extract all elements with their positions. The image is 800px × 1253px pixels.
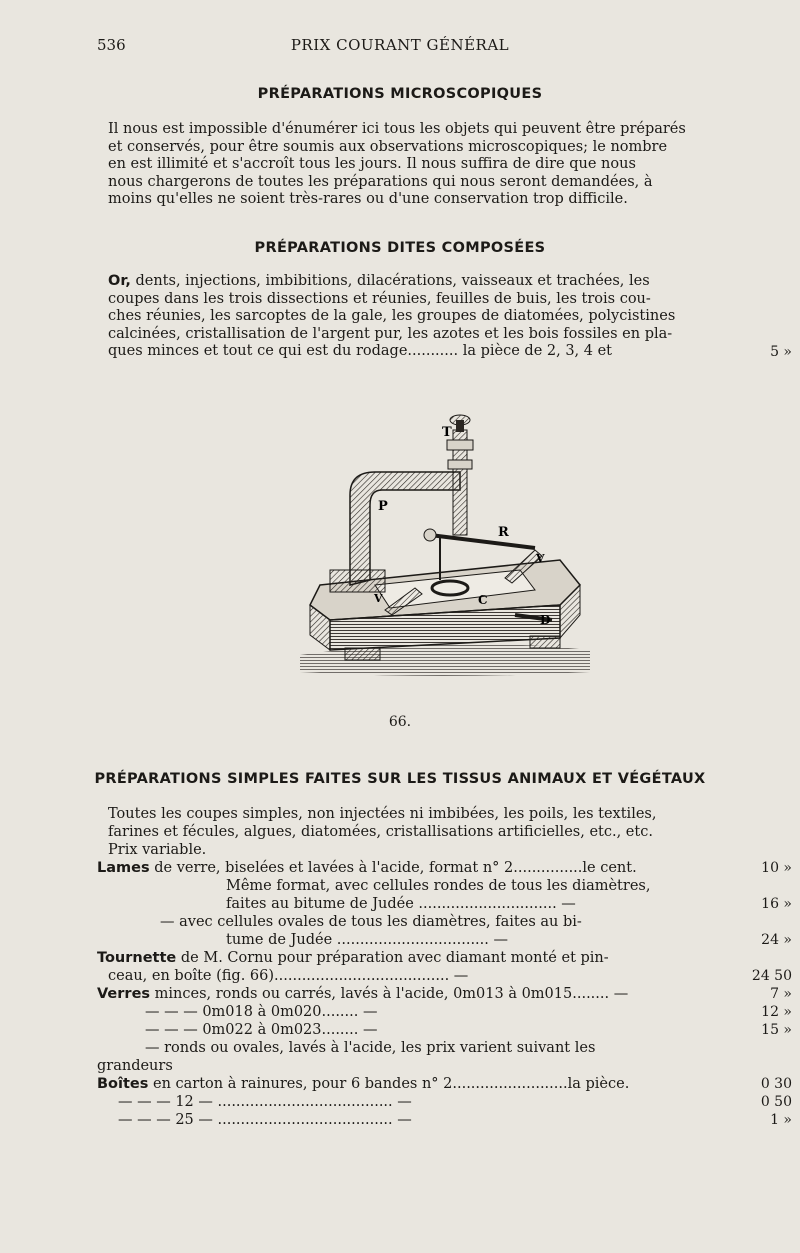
page-header (0, 36, 800, 56)
item-line: tume de Judée ................................. — (226, 932, 508, 948)
item-line: Même format, avec cellules rondes de tous les diamètres, (226, 878, 651, 894)
price: 7 » (770, 986, 792, 1002)
paragraph-line (108, 273, 693, 291)
tournette-illustration (290, 410, 590, 700)
paragraph-line: nous chargerons de toutes les préparations qui nous seront demandées, à (108, 173, 653, 190)
tournette-engraving (290, 410, 590, 700)
label-v-right: V (536, 552, 545, 565)
item-text: en carton à rainures, pour 6 bandes n° 2.........................la pièce. (153, 1076, 630, 1092)
paragraph-line: coupes dans les trois dissections et réunies, feuilles de buis, les trois cou- (108, 290, 651, 307)
item-line: faites au bitume de Judée .............................. — (226, 896, 576, 912)
label-c: C (478, 593, 488, 607)
item-line: — — — 0m018 à 0m020........ — (145, 1004, 378, 1020)
price: 24 50 (751, 968, 792, 984)
item-text: de M. Cornu pour préparation avec diamant monté et pin- (180, 950, 609, 966)
item-line: — — — 12 — ...................................... — (118, 1094, 412, 1110)
label-t: T (442, 425, 452, 440)
item-lead: Verres (97, 986, 151, 1002)
item-line: — — — 25 — ...................................... — (118, 1112, 412, 1128)
item-line (97, 1075, 697, 1093)
paragraph-line: ques minces et tout ce qui est du rodage........... la pièce de 2, 3, 4 et (108, 343, 613, 359)
label-d: D (540, 613, 551, 627)
item-line: ceau, en boîte (fig. 66)...................................... — (108, 968, 469, 984)
price: 0 50 (760, 1094, 792, 1110)
item-lead: Lames (97, 860, 150, 876)
label-p: P (378, 499, 388, 514)
paragraph-line: calcinées, cristallisation de l'argent pur, les azotes et les bois fossiles en pla- (108, 325, 673, 342)
section-title-composees: PRÉPARATIONS DITES COMPOSÉES (254, 240, 546, 256)
item-line: — — — 0m022 à 0m023........ — (145, 1022, 378, 1038)
line-text: dents, injections, imbibitions, dilacérations, vaisseaux et trachées, les (135, 273, 650, 289)
paragraph-line: ches réunies, les sarcoptes de la gale, les groupes de diatomées, polycistines (108, 308, 676, 324)
paragraph-line: Il nous est impossible d'énumérer ici tous les objets qui peuvent être préparés (108, 121, 686, 137)
item-text: de verre, biselées et lavées à l'acide, format n° 2...............le cent. (154, 860, 637, 876)
item-line (97, 949, 697, 967)
lead-word: Or, (108, 273, 131, 289)
paragraph-line: moins qu'elles ne soient très-rares ou d'une conservation trop difficile. (108, 191, 628, 207)
section1-paragraph (108, 121, 693, 209)
section-title-simples: PRÉPARATIONS SIMPLES FAITES SUR LES TISSUS ANIMAUX ET VÉGÉTAUX (94, 771, 706, 787)
label-v-left: V (374, 592, 383, 605)
item-line: — avec cellules ovales de tous les diamètres, faites au bi- (160, 914, 582, 930)
section-title-microscopiques: PRÉPARATIONS MICROSCOPIQUES (257, 86, 543, 102)
price: 1 » (770, 1112, 792, 1128)
price: 24 » (761, 932, 792, 948)
item-lead: Tournette (97, 950, 177, 966)
price: 5 » (770, 344, 792, 360)
item-line (97, 859, 697, 877)
price: 0 30 (760, 1076, 792, 1092)
page-number: 536 (97, 36, 126, 54)
label-r: R (498, 525, 509, 540)
intro-line: Toutes les coupes simples, non injectées ni imbibées, les poils, les textiles, (108, 806, 657, 822)
price: 10 » (761, 860, 792, 876)
section2-paragraph (108, 273, 693, 361)
price: 15 » (761, 1022, 792, 1038)
item-line (97, 985, 697, 1003)
intro-line: farines et fécules, algues, diatomées, cristallisations artificielles, etc., etc. (108, 824, 653, 840)
item-line: grandeurs (97, 1058, 173, 1074)
running-title: PRIX COURANT GÉNÉRAL (290, 36, 510, 54)
figure-caption: 66. (388, 714, 412, 730)
price: 12 » (761, 1004, 792, 1020)
item-lead: Boîtes (97, 1076, 149, 1092)
item-text: minces, ronds ou carrés, lavés à l'acide, 0m013 à 0m015........ — (154, 986, 629, 1002)
paragraph-line: en est illimité et s'accroît tous les jours. Il nous suffira de dire que nous (108, 156, 636, 172)
item-line: — ronds ou ovales, lavés à l'acide, les prix varient suivant les (145, 1040, 596, 1056)
paragraph-line: et conservés, pour être soumis aux observations microscopiques; le nombre (108, 138, 668, 155)
price: 16 » (761, 896, 792, 912)
intro-line: Prix variable. (108, 842, 207, 858)
